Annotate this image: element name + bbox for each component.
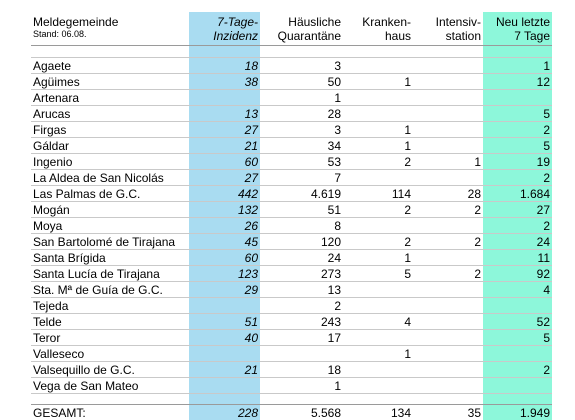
cell-municipality: Teror [31,330,189,346]
cell-quarantine: 3 [260,58,343,74]
table-row [31,266,552,282]
cell-icu [413,58,483,74]
cell-quarantine: 13 [260,282,343,298]
header-icu-line2: station [415,29,481,43]
cell-icu [413,250,483,266]
cell-new-cases: 2 [483,170,552,186]
spacer-cell [413,46,483,58]
header-incidence [189,12,260,46]
cell-hospital [343,90,413,106]
cell-quarantine: 28 [260,106,343,122]
cell-hospital: 1 [343,250,413,266]
cell-municipality: Santa Brígida [31,250,189,266]
cell-incidence: 21 [189,138,260,154]
spacer-row [31,46,552,58]
cell-hospital: 1 [343,346,413,362]
cell-icu [413,282,483,298]
cell-municipality: Vega de San Mateo [31,378,189,394]
cell-incidence [189,298,260,314]
table-row [31,314,552,330]
cell-quarantine: 243 [260,314,343,330]
cell-hospital: 2 [343,202,413,218]
cell-municipality: Firgas [31,122,189,138]
cell-hospital: 5 [343,266,413,282]
table-row [31,106,552,122]
covid-municipality-table [31,12,552,420]
cell-new-cases: 5 [483,106,552,122]
table-row [31,362,552,378]
cell-quarantine: 53 [260,154,343,170]
header-stand-date: Stand: 06.08. [33,29,187,40]
cell-hospital: 114 [343,186,413,202]
cell-incidence: 132 [189,202,260,218]
total-quarantine: 5.568 [260,405,343,420]
header-quarantine-line1: Häusliche [262,15,341,29]
cell-municipality: Valsequillo de G.C. [31,362,189,378]
cell-municipality: Ingenio [31,154,189,170]
cell-hospital [343,330,413,346]
header-incidence-line1: 7-Tage- [191,15,258,29]
gap-cell [189,394,260,405]
cell-quarantine: 8 [260,218,343,234]
cell-quarantine: 51 [260,202,343,218]
table-row [31,250,552,266]
table-row [31,202,552,218]
cell-incidence: 38 [189,74,260,90]
gap-cell [413,394,483,405]
cell-quarantine: 17 [260,330,343,346]
header-municipality-title: Meldegemeinde [33,15,187,29]
cell-new-cases: 4 [483,282,552,298]
cell-quarantine [260,346,343,362]
cell-new-cases: 2 [483,218,552,234]
cell-new-cases [483,346,552,362]
table-row [31,378,552,394]
total-incidence: 228 [189,405,260,420]
table-row [31,154,552,170]
cell-incidence: 51 [189,314,260,330]
cell-quarantine: 1 [260,378,343,394]
cell-hospital [343,218,413,234]
header-row [31,12,552,46]
cell-hospital: 1 [343,138,413,154]
cell-hospital [343,170,413,186]
cell-icu [413,74,483,90]
cell-icu [413,122,483,138]
total-icu: 35 [413,405,483,420]
table-row [31,122,552,138]
cell-municipality: La Aldea de San Nicolás [31,170,189,186]
cell-new-cases: 1 [483,58,552,74]
cell-incidence: 442 [189,186,260,202]
cell-hospital: 1 [343,74,413,90]
cell-hospital [343,298,413,314]
cell-quarantine: 2 [260,298,343,314]
cell-icu [413,138,483,154]
cell-icu [413,362,483,378]
cell-new-cases: 5 [483,330,552,346]
cell-icu: 2 [413,202,483,218]
cell-icu [413,378,483,394]
cell-new-cases [483,90,552,106]
cell-municipality: Sta. Mª de Guía de G.C. [31,282,189,298]
cell-icu [413,314,483,330]
table-row [31,218,552,234]
gap-cell [483,394,552,405]
spacer-cell [483,46,552,58]
total-new-cases: 1.949 [483,405,552,420]
cell-incidence: 26 [189,218,260,234]
cell-hospital: 1 [343,122,413,138]
cell-quarantine: 34 [260,138,343,154]
cell-icu [413,218,483,234]
cell-new-cases: 11 [483,250,552,266]
table-row [31,74,552,90]
cell-icu [413,90,483,106]
cell-quarantine: 273 [260,266,343,282]
cell-new-cases: 2 [483,362,552,378]
cell-municipality: Las Palmas de G.C. [31,186,189,202]
cell-icu [413,170,483,186]
cell-municipality: Moya [31,218,189,234]
header-new-cases [483,12,552,46]
table-row [31,58,552,74]
header-incidence-line2: Inzidenz [191,29,258,43]
spacer-cell [260,46,343,58]
header-municipality [31,12,189,46]
cell-icu: 1 [413,154,483,170]
table-row [31,234,552,250]
cell-hospital: 2 [343,154,413,170]
cell-incidence: 27 [189,122,260,138]
cell-quarantine: 3 [260,122,343,138]
header-quarantine-line2: Quarantäne [262,29,341,43]
cell-municipality: Gáldar [31,138,189,154]
cell-municipality: Valleseco [31,346,189,362]
cell-new-cases: 52 [483,314,552,330]
header-icu-line1: Intensiv- [415,15,481,29]
gap-cell [260,394,343,405]
cell-new-cases: 19 [483,154,552,170]
table-row [31,90,552,106]
cell-hospital: 4 [343,314,413,330]
cell-hospital: 2 [343,234,413,250]
cell-icu [413,346,483,362]
gap-cell [343,394,413,405]
cell-icu: 28 [413,186,483,202]
spacer-cell [343,46,413,58]
cell-incidence: 18 [189,58,260,74]
cell-municipality: Mogán [31,202,189,218]
cell-icu [413,330,483,346]
cell-municipality: Arucas [31,106,189,122]
gap-row [31,394,552,405]
header-new-line2: 7 Tage [485,29,550,43]
header-hospital-line2: haus [345,29,411,43]
header-new-line1: Neu letzte [485,15,550,29]
cell-quarantine: 4.619 [260,186,343,202]
cell-incidence: 29 [189,282,260,298]
cell-hospital [343,378,413,394]
header-hospital [343,12,413,46]
cell-quarantine: 120 [260,234,343,250]
total-label: GESAMT: [31,405,189,420]
header-hospital-line1: Kranken- [345,15,411,29]
cell-municipality: San Bartolomé de Tirajana [31,234,189,250]
cell-quarantine: 1 [260,90,343,106]
cell-new-cases [483,298,552,314]
cell-incidence: 40 [189,330,260,346]
cell-incidence: 60 [189,250,260,266]
cell-municipality: Santa Lucía de Tirajana [31,266,189,282]
cell-new-cases: 5 [483,138,552,154]
cell-quarantine: 7 [260,170,343,186]
cell-quarantine: 50 [260,74,343,90]
cell-icu: 2 [413,234,483,250]
cell-quarantine: 24 [260,250,343,266]
cell-incidence [189,378,260,394]
table-row [31,138,552,154]
cell-new-cases: 2 [483,122,552,138]
cell-incidence: 45 [189,234,260,250]
table-row [31,346,552,362]
table-row [31,282,552,298]
cell-incidence: 60 [189,154,260,170]
cell-incidence: 27 [189,170,260,186]
total-hospital: 134 [343,405,413,420]
total-row [31,405,552,420]
cell-incidence [189,90,260,106]
cell-new-cases: 24 [483,234,552,250]
cell-hospital [343,282,413,298]
cell-municipality: Tejeda [31,298,189,314]
cell-municipality: Telde [31,314,189,330]
cell-quarantine: 18 [260,362,343,378]
table-row [31,298,552,314]
table-row [31,186,552,202]
cell-hospital [343,58,413,74]
gap-cell [31,394,189,405]
cell-incidence: 21 [189,362,260,378]
cell-new-cases: 12 [483,74,552,90]
cell-hospital [343,362,413,378]
cell-incidence: 123 [189,266,260,282]
cell-municipality: Artenara [31,90,189,106]
header-quarantine [260,12,343,46]
cell-municipality: Agüimes [31,74,189,90]
cell-icu: 2 [413,266,483,282]
cell-new-cases: 1.684 [483,186,552,202]
cell-incidence [189,346,260,362]
cell-incidence: 13 [189,106,260,122]
spacer-cell [31,46,189,58]
cell-new-cases: 27 [483,202,552,218]
cell-icu [413,298,483,314]
cell-hospital [343,106,413,122]
cell-icu [413,106,483,122]
table-row [31,330,552,346]
cell-new-cases: 92 [483,266,552,282]
spacer-cell [189,46,260,58]
cell-municipality: Agaete [31,58,189,74]
table-row [31,170,552,186]
header-icu [413,12,483,46]
cell-new-cases [483,378,552,394]
